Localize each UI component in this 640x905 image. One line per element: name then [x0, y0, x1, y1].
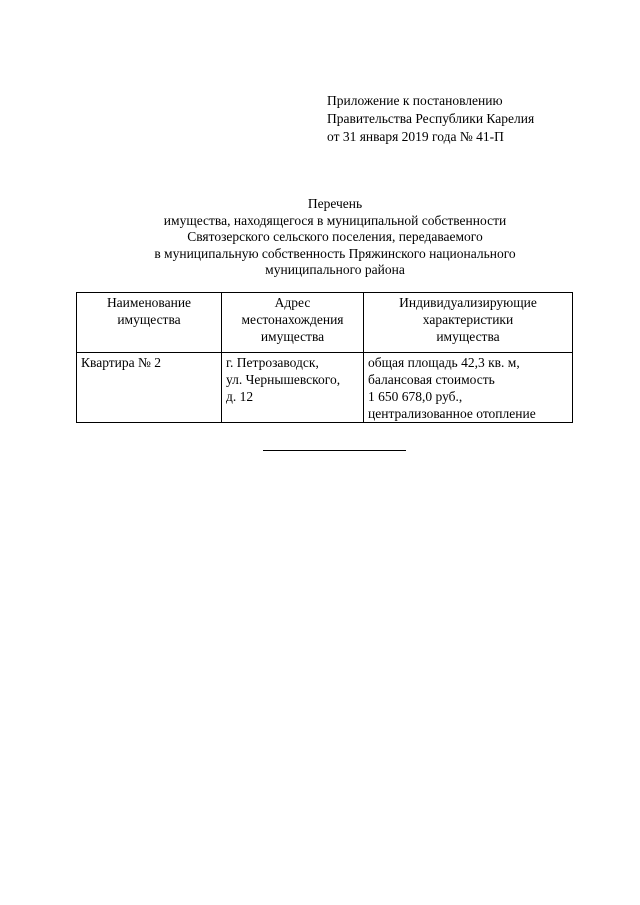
property-table	[76, 292, 573, 423]
cell-characteristics	[364, 353, 573, 423]
header-text: характеристики	[422, 312, 514, 327]
annex-line: Приложение к постановлению	[327, 93, 503, 108]
header-text: имущества	[117, 312, 181, 327]
cell-text: ул. Чернышевского,	[226, 372, 341, 387]
title-line: в муниципальную собственность Пряжинского национального	[154, 245, 516, 261]
table-header-row	[77, 293, 573, 353]
end-divider	[263, 450, 406, 451]
header-text: местонахождения	[241, 312, 344, 327]
title-line: Перечень	[307, 196, 363, 211]
header-text: Наименование	[106, 295, 192, 310]
title-line: имущества, находящегося в муниципальной собственности	[163, 212, 507, 228]
header-address	[222, 293, 364, 353]
header-characteristics	[364, 293, 573, 353]
header-name	[77, 293, 222, 353]
document-title	[100, 196, 570, 279]
cell-text: 1 650 678,0 руб.,	[368, 389, 463, 404]
cell-address	[222, 353, 364, 423]
annex-line: Правительства Республики Карелия	[327, 111, 535, 126]
cell-text: централизованное отопление	[368, 406, 536, 421]
cell-text: Квартира № 2	[81, 355, 162, 370]
title-line: муниципального района	[265, 262, 405, 277]
cell-name	[77, 353, 222, 423]
cell-text: балансовая стоимость	[368, 372, 495, 387]
title-line: Святозерского сельского поселения, передаваемого	[187, 229, 483, 244]
header-text: имущества	[436, 329, 500, 344]
table-row	[77, 353, 573, 423]
cell-text: общая площадь 42,3 кв. м,	[368, 355, 520, 370]
header-text: имущества	[260, 329, 325, 344]
cell-text: д. 12	[226, 389, 254, 404]
header-text: Индивидуализирующие	[399, 295, 537, 310]
annex-line: от 31 января 2019 года № 41-П	[327, 129, 504, 144]
cell-text: г. Петрозаводск,	[226, 355, 319, 370]
header-text: Адрес	[274, 295, 311, 310]
annex-header	[327, 92, 534, 146]
